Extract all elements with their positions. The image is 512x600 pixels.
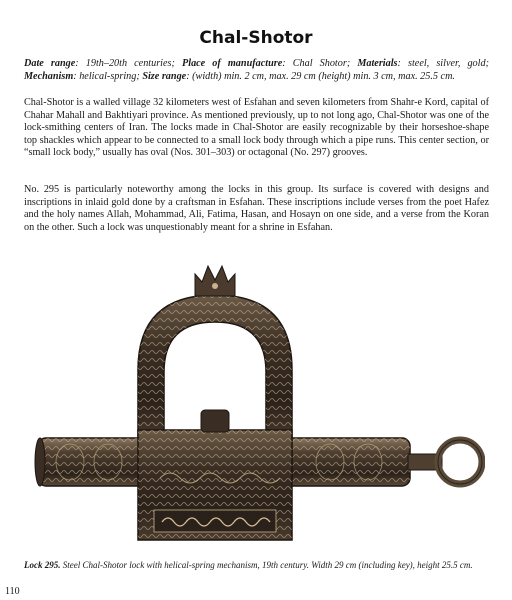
- place-value: Chal Shotor: [292, 58, 347, 69]
- size-value: (width) min. 2 cm, max. 29 cm (height) min. 3 cm, max. 25.5 cm.: [192, 70, 455, 82]
- size-label: Size range: [142, 70, 187, 82]
- caption-text: Steel Chal-Shotor lock with helical-spring mechanism, 19th century. Width 29 cm (including key), height 25.5 cm.: [62, 560, 473, 570]
- figure-caption: [24, 560, 494, 570]
- materials-value: steel, silver, gold: [408, 58, 486, 69]
- mechanism-value: helical-spring: [79, 70, 137, 82]
- metadata-block: Date range: 19th–20th centuries; Place of manufacture: Chal Shotor; Materials: steel, silver, gold; Mechanism: helical-spring; Size range: (width) min. 2 cm, max. 29 cm (height) min. 3 cm, max. 25.5 cm.: [24, 58, 489, 82]
- page-title: Chal-Shotor: [199, 28, 313, 48]
- materials-label: Materials: [357, 58, 398, 69]
- caption-label: Lock 295.: [24, 560, 61, 570]
- paragraph-intro: Chal-Shotor is a walled village 32 kilometers west of Esfahan and seven kilometers from Shahr-e Kord, capital of Chahar Mahall and Bakhtiyari province. As mentioned previously, up to not long ago, Chal-Shotor was one of the lock-smithing centers of Iran. The locks made in Chal-Shotor are easily recognizable by their horseshoe-shape top shackles which appear to be connected to a small lock body through which a pipe runs. This center section, or “small lock body,” usually has oval (Nos. 301–303) or octagonal (No. 297) grooves.: [24, 97, 489, 159]
- place-label: Place of manufacture: [182, 58, 283, 69]
- lock-key: [408, 440, 482, 484]
- lock-photograph: [30, 260, 485, 550]
- date-range-label: Date range: [24, 58, 76, 69]
- date-range-value: 19th–20th centuries: [85, 58, 172, 69]
- lock-body: [138, 410, 292, 540]
- mechanism-label: Mechanism: [24, 70, 74, 82]
- page-number: 110: [5, 586, 20, 597]
- paragraph-lock-295: No. 295 is particularly noteworthy among the locks in this group. Its surface is covered with designs and inscriptions in inlaid gold done by a craftsman in Esfahan. These inscriptions include verses from the poet Hafez and the holy names Allah, Mohammad, Ali, Fatima, Hasan, and Hosayn on one side, and a verse from the Koran on the other. Such a lock was unquestionably meant for a shrine in Esfahan.: [24, 184, 489, 233]
